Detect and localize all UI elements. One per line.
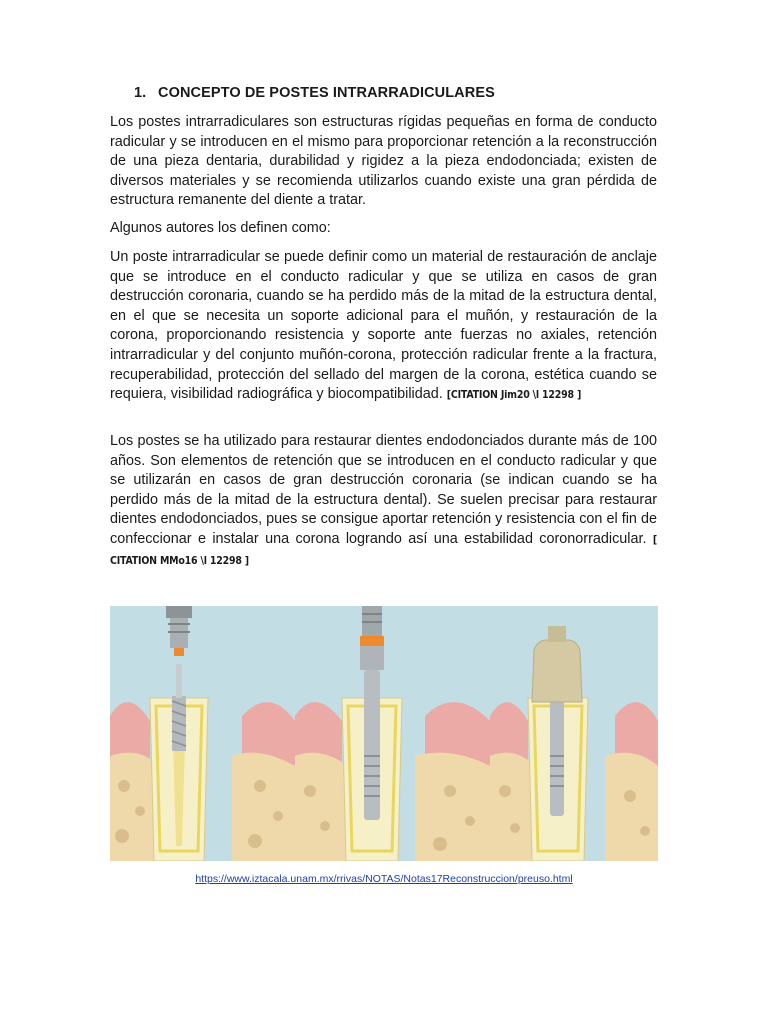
paragraph-history-text: Los postes se ha utilizado para restaurar dientes endodonciados durante más de 100 años. Son elementos de retención que se introducen en el conducto radicular y que se utilizarán en casos de gran destrucción coronaria (se indican cuando se ha perdido más de la mitad de la estructura dental). Se suelen precisar para restaurar dientes endodonciados, pues se consigue aportar retención y resistencia con el fin de confeccionar e instalar una corona logrando así una estabilidad coronorradicular. [110,433,657,547]
driver-tip [360,646,384,670]
drill-orange-ring [174,648,184,656]
driver-orange-ring [360,636,384,646]
handpiece [166,606,192,618]
citation-jim20: [CITATION Jim20 \l 12298 ] [446,389,582,402]
paragraph-author-definition-text: Un poste intrarradicular se puede definir como un material de restauración de anclaje que se introduce en el conducto radicular y que se utiliza en casos de gran destrucción coronaria, cuando se ha perdido más de la mitad de la estructura dental, en el que se necesita un soporte adicional para el muñón, y restauración de la corona, proporcionando resistencia y soporte ante fuerzas no axiales, retención intrarradicular y del conjunto muñón-corona, protección radicular frente a la fractura, recuperabilidad, protección del sellado del margen de la corona, estética cuando se requiera, visibilidad radiográfica y biocompatibilidad. [110,249,657,403]
paragraph-definition: Los postes intrarradiculares son estructuras rígidas pequeñas en forma de conducto radicular y se introducen en el mismo para proporcionar retención a la reconstrucción de una pieza dentaria, durabilidad y rigidez a la pieza endodonciada; existen de diversos materiales y se recomienda utilizarlos cuando existe una gran pérdida de estructura remanente del diente a tratar. [110,114,657,209]
composite-core [532,640,582,702]
paragraph-history [110,432,657,571]
paragraph-author-definition [110,248,657,406]
dental-post-illustration [110,606,658,861]
source-link[interactable]: https://www.iztacala.unam.mx/rrivas/NOTAS/Notas17Reconstruccion/preuso.html [195,873,573,885]
paragraph-intro-authors: Algunos autores los definen como: [110,220,331,236]
bone-right [232,753,295,861]
heading-number: 1. [134,85,147,101]
section-heading [134,85,495,101]
bone-left [110,753,158,861]
heading-text: CONCEPTO DE POSTES INTRARRADICULARES [158,85,495,101]
citation-mmo16: [ CITATION MMo16 \l 12298 ] [110,533,657,567]
dental-post-figure [110,606,658,861]
metal-post [364,670,380,820]
drill-shank [176,664,182,698]
